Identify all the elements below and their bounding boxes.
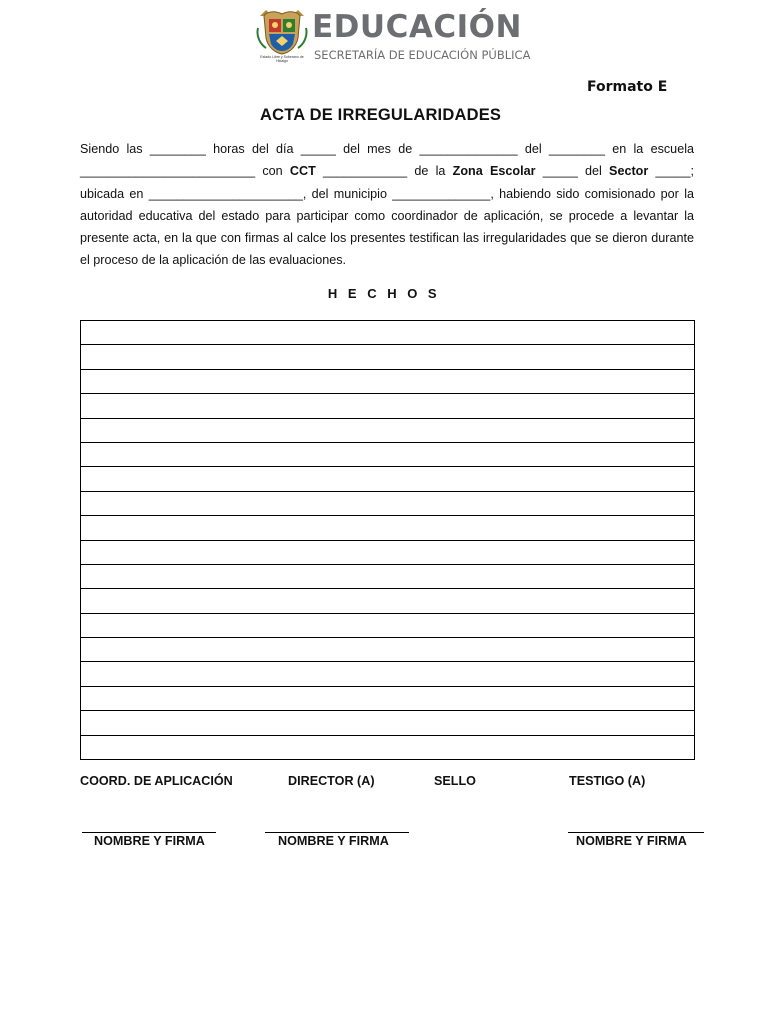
hechos-row [81, 662, 695, 686]
hechos-cell[interactable] [81, 516, 695, 540]
sector-label: Sector [609, 164, 649, 179]
coat-of-arms-icon [256, 8, 308, 56]
hechos-row [81, 564, 695, 588]
hechos-cell[interactable] [81, 369, 695, 393]
state-seal [256, 8, 308, 68]
testigo-label: TESTIGO (A) [569, 774, 646, 788]
body-text-2: ____________ de la [315, 164, 453, 179]
nombre-firma-testigo: NOMBRE Y FIRMA [576, 834, 687, 848]
seal-caption: Estado Libre y Soberano de Hidalgo [260, 55, 304, 63]
signature-line-director [265, 832, 409, 833]
hechos-cell[interactable] [81, 589, 695, 613]
hechos-row [81, 345, 695, 369]
hechos-cell[interactable] [81, 662, 695, 686]
hechos-cell[interactable] [81, 345, 695, 369]
hechos-cell[interactable] [81, 467, 695, 491]
hechos-row [81, 516, 695, 540]
hechos-cell[interactable] [81, 613, 695, 637]
hechos-row [81, 613, 695, 637]
hechos-row [81, 394, 695, 418]
sello-label: SELLO [434, 774, 476, 788]
body-paragraph [80, 138, 694, 272]
signature-line-testigo [568, 832, 704, 833]
body-text-3: _____ del [535, 164, 610, 179]
hechos-row [81, 540, 695, 564]
zona-escolar-label: Zona Escolar [452, 164, 536, 179]
hechos-cell[interactable] [81, 442, 695, 466]
director-label: DIRECTOR (A) [288, 774, 375, 788]
hechos-cell[interactable] [81, 564, 695, 588]
hechos-cell[interactable] [81, 321, 695, 345]
hechos-cell[interactable] [81, 711, 695, 735]
hechos-cell[interactable] [81, 735, 695, 759]
signature-line-coord [82, 832, 216, 833]
hechos-cell[interactable] [81, 491, 695, 515]
brand-subtitle: SECRETARÍA DE EDUCACIÓN PÚBLICA [314, 48, 531, 62]
hechos-row [81, 711, 695, 735]
hechos-row [81, 735, 695, 759]
nombre-firma-coord: NOMBRE Y FIRMA [94, 834, 205, 848]
hechos-row [81, 638, 695, 662]
hechos-cell[interactable] [81, 686, 695, 710]
hechos-row [81, 491, 695, 515]
hechos-row [81, 418, 695, 442]
hechos-row [81, 589, 695, 613]
hechos-cell[interactable] [81, 418, 695, 442]
coord-label: COORD. DE APLICACIÓN [80, 774, 233, 788]
hechos-cell[interactable] [81, 638, 695, 662]
hechos-row [81, 442, 695, 466]
hechos-cell[interactable] [81, 540, 695, 564]
hechos-row [81, 369, 695, 393]
hechos-row [81, 686, 695, 710]
formato-label: Formato E [587, 79, 668, 95]
hechos-cell[interactable] [81, 394, 695, 418]
body-text-1: Siendo las ________ horas del día _____ del mes de ______________ del ________ en la escuela _________________________ con [80, 142, 694, 179]
cct-label: CCT [289, 164, 316, 179]
hechos-title: H E C H O S [327, 286, 441, 301]
header-logo [256, 8, 531, 68]
hechos-row [81, 467, 695, 491]
body-text-4: _____; ubicada en ______________________, del municipio ______________, habiendo sido comisionado por la autoridad educativa del estado para participar como coordinador de aplicación, se procede a levantar la presente acta, en la que con firmas al calce los presentes testifican las irregularidades que se dieron durante el proceso de la aplicación de las evaluaciones. [80, 164, 695, 268]
hechos-row [81, 321, 695, 345]
document-title: ACTA DE IRREGULARIDADES [260, 106, 502, 124]
nombre-firma-director: NOMBRE Y FIRMA [278, 834, 389, 848]
hechos-table [80, 320, 695, 760]
brand-title: EDUCACIÓN [312, 9, 522, 45]
